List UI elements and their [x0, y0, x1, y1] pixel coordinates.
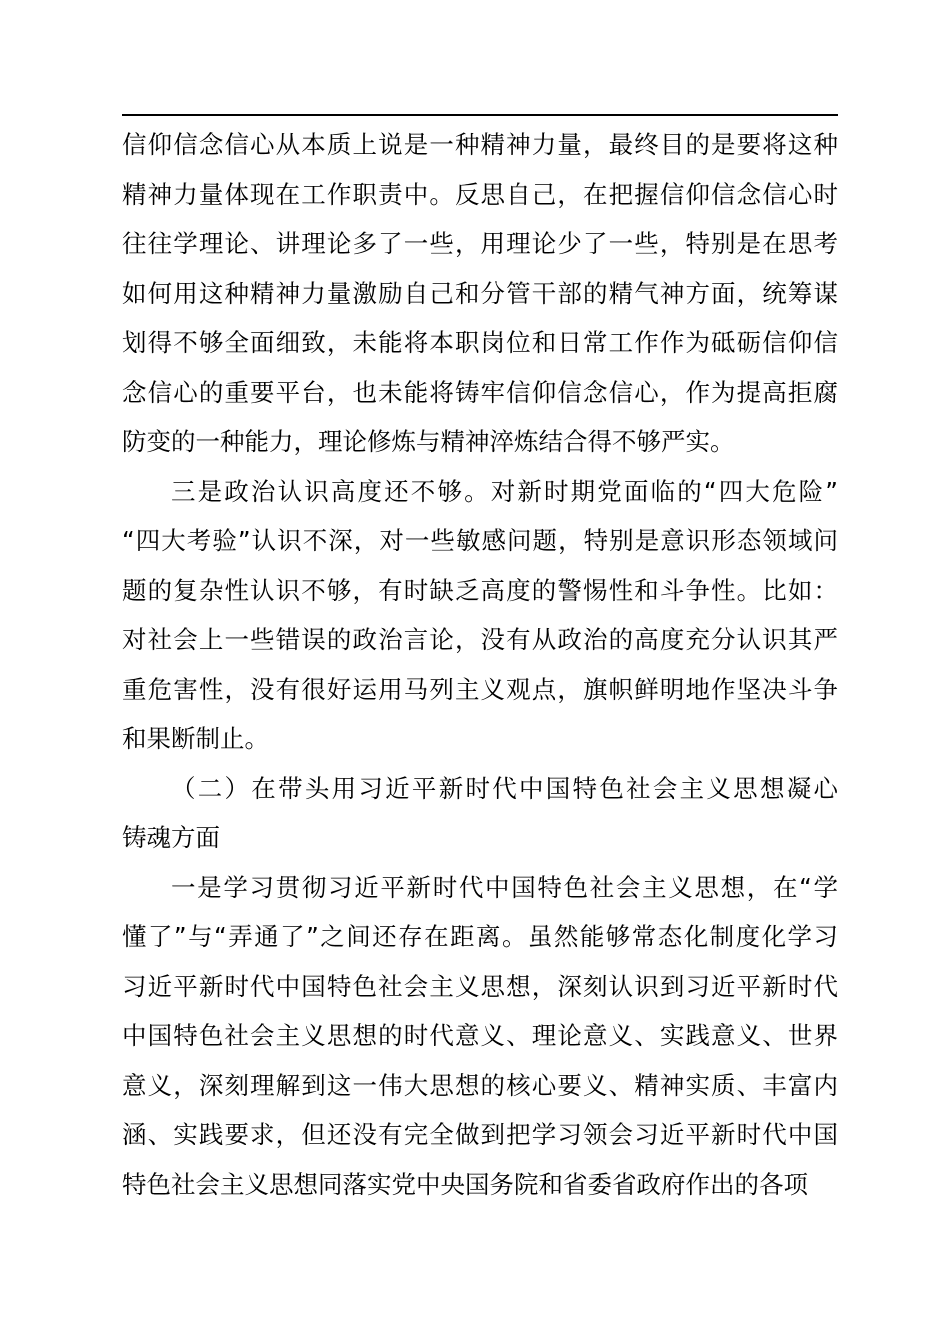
text-line: （二）在带头用习近平新时代中国特色社会主义思想凝心 [171, 773, 838, 803]
text-line: “四大考验”认识不深，对一些敏感问题，特别是意识形态领域问 [122, 526, 838, 555]
text-line: 特色社会主义思想同落实党中央国务院和省委省政府作出的各项 [122, 1169, 808, 1199]
text-line: 划得不够全面细致，未能将本职岗位和日常工作作为砥砺信仰信 [122, 328, 838, 357]
document-body [122, 120, 838, 1209]
text-line: 意义，深刻理解到这一伟大思想的核心要义、精神实质、丰富内 [122, 1070, 838, 1100]
text-line: 对社会上一些错误的政治言论，没有从政治的高度充分认识其严 [122, 625, 838, 654]
text-line: 习近平新时代中国特色社会主义思想，深刻认识到习近平新时代 [122, 971, 838, 1001]
text-line: 懂了”与“弄通了”之间还存在距离。虽然能够常态化制度化学习 [122, 922, 838, 951]
text-line: 三是政治认识高度还不够。对新时期党面临的“四大危险” [171, 476, 838, 506]
text-line: 重危害性，没有很好运用马列主义观点，旗帜鲜明地作坚决斗争 [122, 674, 838, 704]
text-line: 念信心的重要平台，也未能将铸牢信仰信念信心，作为提高拒腐 [122, 377, 838, 407]
text-line: 信仰信念信心从本质上说是一种精神力量，最终目的是要将这种 [122, 130, 838, 159]
text-line: 往往学理论、讲理论多了一些，用理论少了一些，特别是在思考 [122, 229, 838, 258]
paragraph [122, 764, 838, 863]
text-line: 题的复杂性认识不够，有时缺乏高度的警惕性和斗争性。比如： [122, 575, 838, 605]
text-line: 一是学习贯彻习近平新时代中国特色社会主义思想，在“学 [171, 872, 838, 902]
text-line: 铸魂方面 [122, 823, 220, 852]
header-rule [122, 114, 838, 116]
text-line: 涵、实践要求，但还没有完全做到把学习领会习近平新时代中国 [122, 1120, 838, 1149]
text-line: 精神力量体现在工作职责中。反思自己，在把握信仰信念信心时 [122, 179, 838, 209]
text-line: 如何用这种精神力量激励自己和分管干部的精气神方面，统筹谋 [122, 278, 838, 308]
paragraph [122, 120, 838, 467]
text-line: 防变的一种能力，理论修炼与精神淬炼结合得不够严实。 [122, 427, 735, 456]
text-line: 中国特色社会主义思想的时代意义、理论意义、实践意义、世界 [122, 1021, 838, 1050]
text-line: 和果断制止。 [122, 724, 269, 753]
paragraph [122, 467, 838, 764]
paragraph [122, 863, 838, 1210]
